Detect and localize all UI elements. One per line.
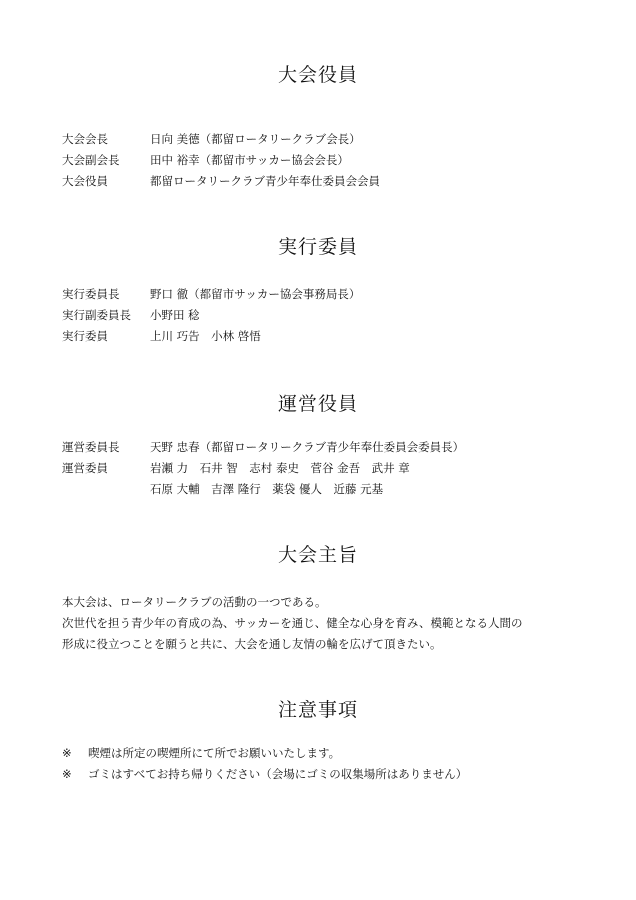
executive-names: 上川 巧告 小林 啓悟 [150,329,261,343]
section-title-executive-committee: 実行委員 [277,236,358,258]
executive-role: 実行委員長 [62,287,120,301]
operations-names: 天野 忠春（都留ロータリークラブ青少年奉仕委員会委員長） [150,440,465,454]
notice-text: ゴミはすべてお持ち帰りください（会場にゴミの収集場所はありません） [88,767,468,781]
reference-mark: ※ [62,746,72,760]
officer-names: 日向 美德（都留ロータリークラブ会長） [150,132,361,146]
officer-role: 大会役員 [62,174,108,188]
executive-names: 野口 徹（都留市サッカー協会事務局長） [150,287,361,301]
executive-role: 実行委員 [62,329,108,343]
purpose-line: 形成に役立つことを願うと共に、大会を通し友情の輪を広げて頂きたい。 [62,637,442,651]
officer-names: 田中 裕幸（都留市サッカー協会会長） [150,153,349,167]
operations-role: 運営委員長 [62,440,120,454]
executive-names: 小野田 稔 [150,308,200,322]
officer-names: 都留ロータリークラブ青少年奉仕委員会会員 [150,174,380,188]
reference-mark: ※ [62,767,72,781]
purpose-line: 本大会は、ロータリークラブの活動の一つである。 [62,595,327,609]
operations-names: 石原 大輔 吉澤 隆行 薬袋 優人 近藤 元基 [150,482,384,496]
officer-role: 大会会長 [62,132,108,146]
section-title-notices: 注意事項 [277,699,358,721]
section-title-purpose: 大会主旨 [277,544,358,566]
notice-text: 喫煙は所定の喫煙所にて所でお願いいたします。 [88,746,341,760]
purpose-paragraph [62,592,582,655]
executive-role: 実行副委員長 [62,308,131,322]
purpose-line: 次世代を担う青少年の育成の為、サッカーを通じ、健全な心身を育み、模範となる人間の [62,616,523,630]
section-title-tournament-officers: 大会役員 [277,64,358,86]
operations-role: 運営委員 [62,461,108,475]
officer-role: 大会副会長 [62,153,120,167]
operations-names: 岩瀬 力 石井 智 志村 泰史 菅谷 金吾 武井 章 [150,461,410,475]
section-title-operations-staff: 運営役員 [277,393,358,415]
